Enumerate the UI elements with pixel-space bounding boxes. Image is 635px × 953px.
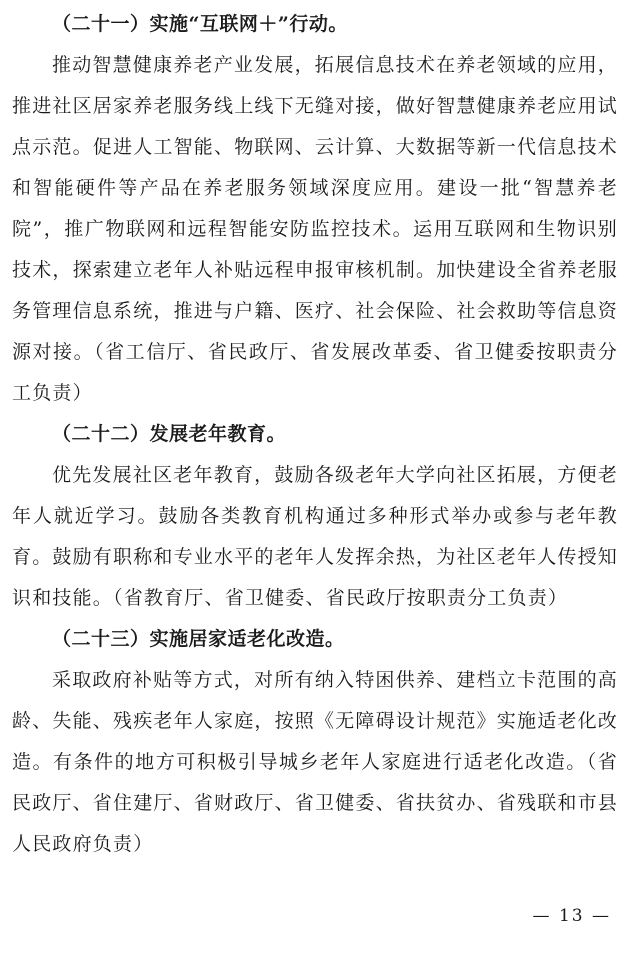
page-number: — 13 — — [532, 906, 611, 926]
section-paragraph: 优先发展社区老年教育，鼓励各级老年大学向社区拓展，方便老年人就近学习。鼓励各类教育机构通过多种形式举办或参与老年教育。鼓励有职称和专业水平的老年人发挥余热，为社区老年人传授知识和技能。（省教育厅、省卫健委、省民政厅按职责分工负责） — [12, 464, 619, 609]
section-heading: （二十二）发展老年教育。 — [52, 423, 287, 445]
section-paragraph: 推动智慧健康养老产业发展，拓展信息技术在养老领域的应用，推进社区居家养老服务线上线下无缝对接，做好智慧健康养老应用试点示范。促进人工智能、物联网、云计算、大数据等新一代信息技术和智能硬件等产品在养老服务领域深度应用。建设一批“智慧养老院”，推广物联网和远程智能安防监控技术。运用互联网和生物识别技术，探索建立老年人补贴远程申报审核机制。加快建设全省养老服务管理信息系统，推进与户籍、医疗、社会保险、社会救助等信息资源对接。（省工信厅、省民政厅、省发展改革委、省卫健委按职责分工负责） — [12, 54, 619, 404]
section-heading: （二十一）实施“互联网＋”行动。 — [52, 13, 348, 35]
document-body — [12, 4, 618, 865]
section-heading: （二十三）实施居家适老化改造。 — [52, 628, 345, 650]
section-paragraph: 采取政府补贴等方式，对所有纳入特困供养、建档立卡范围的高龄、失能、残疾老年人家庭，按照《无障碍设计规范》实施适老化改造。有条件的地方可积极引导城乡老年人家庭进行适老化改造。（省民政厅、省住建厅、省财政厅、省卫健委、省扶贫办、省残联和市县人民政府负责） — [12, 669, 619, 855]
